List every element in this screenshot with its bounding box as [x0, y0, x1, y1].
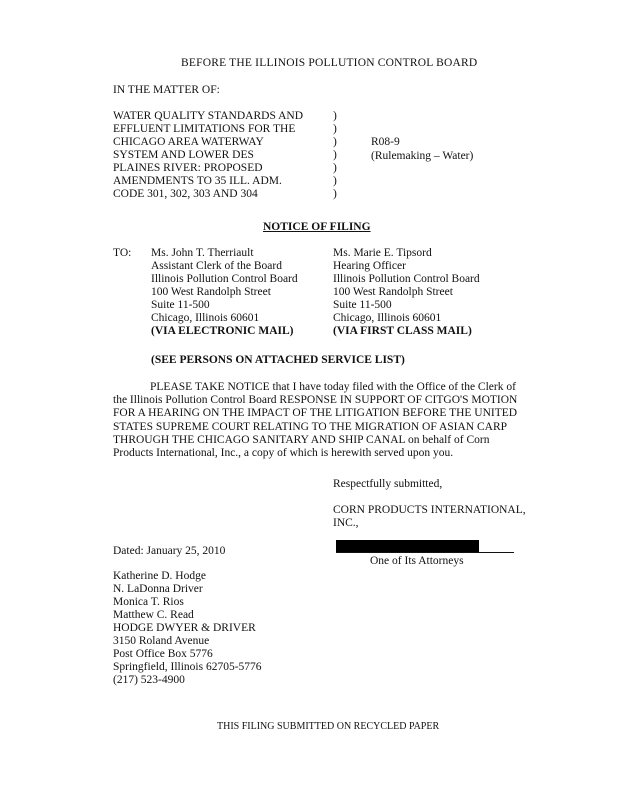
bracket: ) [333, 136, 337, 148]
to-label: TO: [113, 247, 132, 259]
docket-number: R08-9 [371, 136, 400, 148]
recipient-line: Suite 11-500 [151, 299, 210, 311]
body-line: FOR A HEARING ON THE IMPACT OF THE LITIGATION BEFORE THE UNITED [113, 407, 518, 420]
attorney-line: Post Office Box 5776 [113, 648, 213, 660]
signature-redaction [336, 540, 479, 552]
recipient-line: Illinois Pollution Control Board [151, 273, 298, 285]
bracket: ) [333, 188, 337, 200]
caption-line: WATER QUALITY STANDARDS AND [113, 110, 303, 122]
delivery-method: (VIA FIRST CLASS MAIL) [333, 325, 472, 337]
caption-line: AMENDMENTS TO 35 ILL. ADM. [113, 175, 282, 187]
attorney-block [113, 570, 262, 687]
footer-note: THIS FILING SUBMITTED ON RECYCLED PAPER [217, 721, 440, 732]
closing: Respectfully submitted, [333, 478, 443, 490]
attorney-line: Katherine D. Hodge [113, 570, 206, 582]
body-line: STATES SUPREME COURT RELATING TO THE MIGRATION OF ASIAN CARP [113, 420, 508, 433]
recipient-line: Illinois Pollution Control Board [333, 273, 480, 285]
recipient-line: Ms. Marie E. Tipsord [333, 247, 432, 259]
caption-block [113, 110, 303, 201]
recipient-line: Chicago, Illinois 60601 [333, 312, 442, 324]
docket-type: (Rulemaking – Water) [371, 150, 474, 162]
body-paragraph [113, 381, 517, 460]
attorney-line: Springfield, Illinois 62705-5776 [113, 661, 262, 673]
body-line: THROUGH THE CHICAGO SANITARY AND SHIP CANAL on behalf of Corn [113, 433, 490, 446]
caption-line: CHICAGO AREA WATERWAY [113, 136, 264, 148]
attorney-line: Matthew C. Read [113, 609, 194, 621]
caption-line: CODE 301, 302, 303 AND 304 [113, 188, 258, 200]
client-line: CORN PRODUCTS INTERNATIONAL, [333, 504, 526, 516]
caption-line: EFFLUENT LIMITATIONS FOR THE [113, 123, 296, 135]
caption-brackets [333, 110, 337, 201]
delivery-method: (VIA ELECTRONIC MAIL) [151, 325, 294, 337]
body-line: PLEASE TAKE NOTICE that I have today filed with the Office of the Clerk of [150, 381, 516, 393]
signature-line [336, 552, 514, 553]
recipient-line: Hearing Officer [333, 260, 406, 272]
recipient-line: 100 West Randolph Street [333, 286, 453, 298]
attorney-line: N. LaDonna Driver [113, 583, 203, 595]
matter-label: IN THE MATTER OF: [113, 84, 220, 96]
bracket: ) [333, 162, 337, 174]
service-list-note: (SEE PERSONS ON ATTACHED SERVICE LIST) [151, 354, 405, 366]
bracket: ) [333, 110, 337, 122]
attorney-line: 3150 Roland Avenue [113, 635, 210, 647]
bracket: ) [333, 123, 337, 135]
attorney-line: (217) 523-4900 [113, 674, 185, 686]
date-line: Dated: January 25, 2010 [113, 545, 226, 557]
caption-line: SYSTEM AND LOWER DES [113, 149, 254, 161]
bracket: ) [333, 175, 337, 187]
board-heading: BEFORE THE ILLINOIS POLLUTION CONTROL BOARD [181, 57, 478, 69]
firm-name: HODGE DWYER & DRIVER [113, 622, 256, 634]
recipient-left [151, 247, 298, 338]
bracket: ) [333, 149, 337, 161]
body-line: Products International, Inc., a copy of which is herewith served upon you. [113, 446, 454, 459]
firm-client [333, 504, 526, 530]
recipient-line: Assistant Clerk of the Board [151, 260, 282, 272]
body-line: the Illinois Pollution Control Board RESPONSE IN SUPPORT OF CITGO'S MOTION [113, 394, 518, 407]
recipient-right [333, 247, 480, 338]
signature-caption: One of Its Attorneys [370, 555, 464, 567]
recipient-line: Ms. John T. Therriault [151, 247, 254, 259]
client-line: INC., [333, 517, 359, 529]
recipient-line: Suite 11-500 [333, 299, 392, 311]
notice-title: NOTICE OF FILING [263, 221, 371, 233]
recipient-line: Chicago, Illinois 60601 [151, 312, 260, 324]
recipient-line: 100 West Randolph Street [151, 286, 271, 298]
attorney-line: Monica T. Rios [113, 596, 184, 608]
caption-line: PLAINES RIVER: PROPOSED [113, 162, 263, 174]
